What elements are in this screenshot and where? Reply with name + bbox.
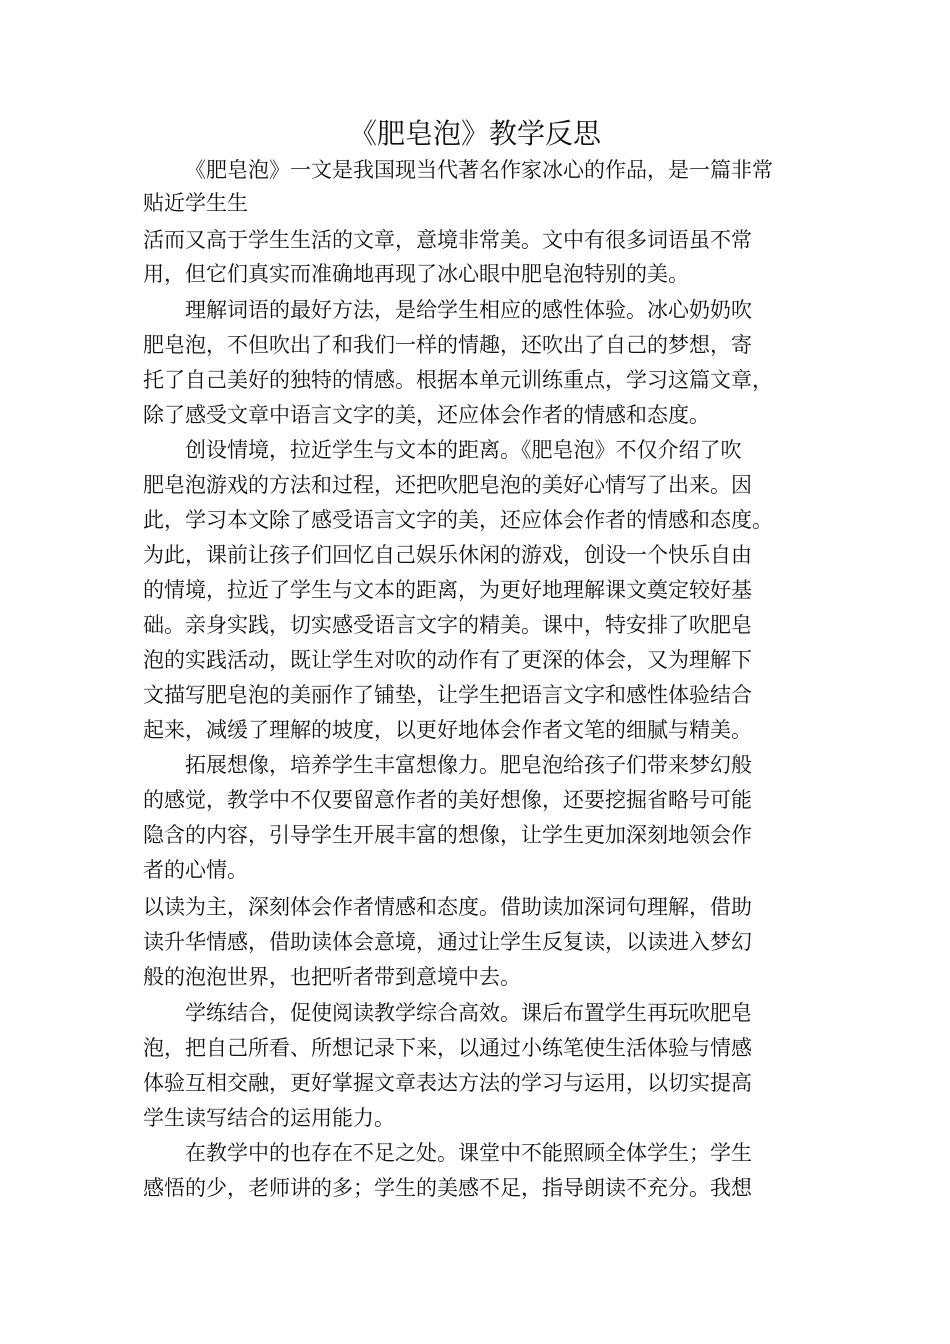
text-line: 起来，减缓了理解的坡度，以更好地体会作者文笔的细腻与精美。	[143, 718, 752, 742]
text-line: 拓展想像，培养学生丰富想像力。肥皂泡给孩子们带来梦幻般	[185, 753, 752, 777]
text-line: 创设情境，拉近学生与文本的距离。《肥皂泡》不仅介绍了吹	[185, 438, 742, 462]
text-line: 贴近学生生	[143, 191, 248, 215]
text-line: 泡的实践活动，既让学生对吹的动作有了更深的体会，又为理解下	[143, 648, 752, 672]
text-line: 托了自己美好的独特的情感。根据本单元训练重点，学习这篇文章，	[143, 368, 773, 392]
text-line: 隐含的内容，引导学生开展丰富的想像，让学生更加深刻地领会作	[143, 823, 752, 847]
text-line: 体验互相交融，更好掌握文章表达方法的学习与运用，以切实提高	[143, 1071, 752, 1095]
text-line: 除了感受文章中语言文字的美，还应体会作者的情感和态度。	[143, 403, 710, 427]
text-line: 的感觉，教学中不仅要留意作者的美好想像，还要挖掘省略号可能	[143, 788, 752, 812]
text-line: 学练结合，促使阅读教学综合高效。课后布置学生再玩吹肥皂	[185, 1001, 752, 1025]
text-line: 者的心情。	[143, 858, 248, 882]
text-line: 泡，把自己所看、所想记录下来，以通过小练笔使生活体验与情感	[143, 1036, 752, 1060]
text-line: 以读为主，深刻体会作者情感和态度。借助读加深词句理解，借助	[143, 895, 752, 919]
text-line: 的情境，拉近了学生与文本的距离，为更好地理解课文奠定较好基	[143, 578, 752, 602]
text-line: 学生读写结合的运用能力。	[143, 1106, 395, 1130]
text-line: 感悟的少，老师讲的多；学生的美感不足，指导朗读不充分。我想	[143, 1176, 752, 1200]
text-line: 活而又高于学生生活的文章，意境非常美。文中有很多词语虽不常	[143, 228, 752, 252]
text-line: 《肥皂泡》一文是我国现当代著名作家冰心的作品，是一篇非常	[185, 158, 773, 182]
text-line: 文描写肥皂泡的美丽作了铺垫，让学生把语言文字和感性体验结合	[143, 683, 752, 707]
text-line: 此，学习本文除了感受语言文字的美，还应体会作者的情感和态度。	[143, 508, 773, 532]
text-line: 肥皂泡，不但吹出了和我们一样的情趣，还吹出了自己的梦想，寄	[143, 333, 752, 357]
text-line: 读升华情感，借助读体会意境，通过让学生反复读，以读进入梦幻	[143, 930, 752, 954]
text-line: 般的泡泡世界，也把听者带到意境中去。	[143, 965, 521, 989]
document-title: 《肥皂泡》教学反思	[348, 117, 601, 150]
text-line: 础。亲身实践，切实感受语言文字的精美。课中，特安排了吹肥皂	[143, 613, 752, 637]
text-line: 为此，课前让孩子们回忆自己娱乐休闲的游戏，创设一个快乐自由	[143, 543, 752, 567]
text-line: 用，但它们真实而准确地再现了冰心眼中肥皂泡特别的美。	[143, 262, 689, 286]
text-line: 在教学中的也存在不足之处。课堂中不能照顾全体学生；学生	[185, 1141, 752, 1165]
text-line: 肥皂泡游戏的方法和过程，还把吹肥皂泡的美好心情写了出来。因	[143, 473, 752, 497]
text-line: 理解词语的最好方法，是给学生相应的感性体验。冰心奶奶吹	[185, 298, 752, 322]
